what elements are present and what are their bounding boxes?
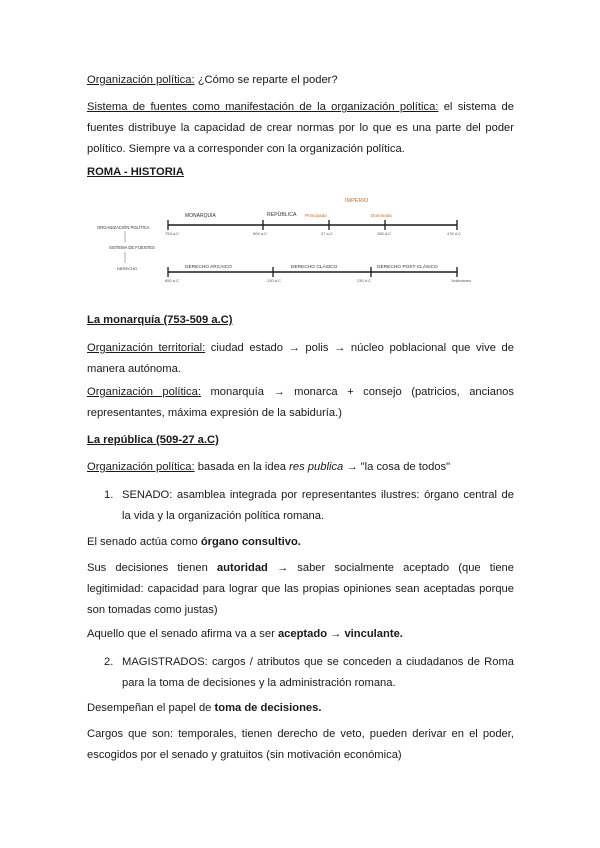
paragraph-senado-consultivo: El senado actúa como órgano consultivo.: [87, 536, 301, 548]
paragraph-republica-politica: Organización política: basada en la idea res publica → "la cosa de todos": [87, 461, 451, 473]
label-imperio: IMPERIO: [345, 198, 369, 204]
date-27: 27 a.C: [321, 231, 333, 236]
label-derecho-postclasico: DERECHO POST-CLÁSICO: [377, 265, 438, 270]
label-org-territorial: Organización territorial:: [87, 342, 206, 354]
paragraph-monarquia-politica: Organización política: monarquía → monarca + consejo (patricios, ancianos representantes, máxima expresión de la sabiduría.): [87, 386, 514, 419]
label-principado: Principado: [305, 213, 327, 218]
date-476: 476 d.C: [447, 231, 462, 236]
date-130: 130 a.C: [267, 278, 282, 283]
label-justinianeo: Justinianeo: [451, 278, 472, 283]
paragraph-org-territorial: Organización territorial: ciudad estado → polis → núcleo poblacional que vive de manera autónoma.: [87, 342, 514, 375]
label-organizacion-politica: ORGANIZACIÓN POLÍTICA: [97, 225, 150, 230]
date-753: 753 a.C: [165, 231, 180, 236]
heading-republica: La república (509-27 a.C): [87, 434, 219, 446]
paragraph-autoridad: Sus decisiones tienen autoridad → saber socialmente aceptado (que tiene legitimidad: capacidad para lograr que las propias opiniones sean aceptadas porque son tomadas como justas): [87, 562, 514, 616]
label-derecho-clasico: DERECHO CLÁSICO: [291, 265, 338, 270]
label-org-politica: Organización política:: [87, 74, 195, 86]
list-item-senado: 1. SENADO: asamblea integrada por representantes ilustres: órgano central de la vida y la organización política romana.: [104, 489, 514, 522]
heading-roma-historia: ROMA - HISTORIA: [87, 166, 184, 178]
paragraph-org-politica: Organización política: ¿Cómo se reparte el poder?: [87, 74, 338, 86]
paragraph-sistema-fuentes: Sistema de fuentes como manifestación de la organización política: el sistema de fuentes distribuye la capacidad de crear normas por lo que es una parte del poder político. Siempre va a corresponder con la organización política.: [87, 101, 514, 155]
label-derecho: DERECHO: [117, 266, 138, 271]
list-item-magistrados: 2. MAGISTRADOS: cargos / atributos que se conceden a ciudadanos de Roma para la toma de decisiones y la administración romana.: [104, 656, 514, 689]
paragraph-toma-decisiones: Desempeñan el papel de toma de decisiones.: [87, 702, 322, 714]
label-dominado: Dominado: [371, 213, 392, 218]
date-285: 285 d.C: [377, 231, 392, 236]
label-sistema-fuentes-diagram: SISTEMA DE FUENTES: [109, 245, 155, 250]
timeline-diagram: [95, 190, 495, 285]
paragraph-vinculante: Aquello que el senado afirma va a ser aceptado → vinculante.: [87, 628, 403, 640]
label-org-politica-monarquia: Organización política:: [87, 386, 201, 398]
date-509: 509 a.C: [253, 231, 268, 236]
label-sistema-fuentes: Sistema de fuentes como manifestación de la organización política:: [87, 101, 439, 113]
label-republica: REPÚBLICA: [267, 212, 297, 218]
label-monarquia: MONARQUÍA: [185, 213, 216, 219]
label-derecho-arcaico: DERECHO ARCAICO: [185, 265, 232, 270]
date-230: 230 d.C: [357, 278, 372, 283]
heading-monarquia: La monarquía (753-509 a.C): [87, 314, 233, 326]
paragraph-cargos: Cargos que son: temporales, tienen derecho de veto, pueden derivar en el poder, escogidos por el senado y gratuitos (sin motivación económica): [87, 728, 514, 761]
label-org-politica-republica: Organización política:: [87, 461, 195, 473]
date-850: 850 a.C: [165, 278, 180, 283]
